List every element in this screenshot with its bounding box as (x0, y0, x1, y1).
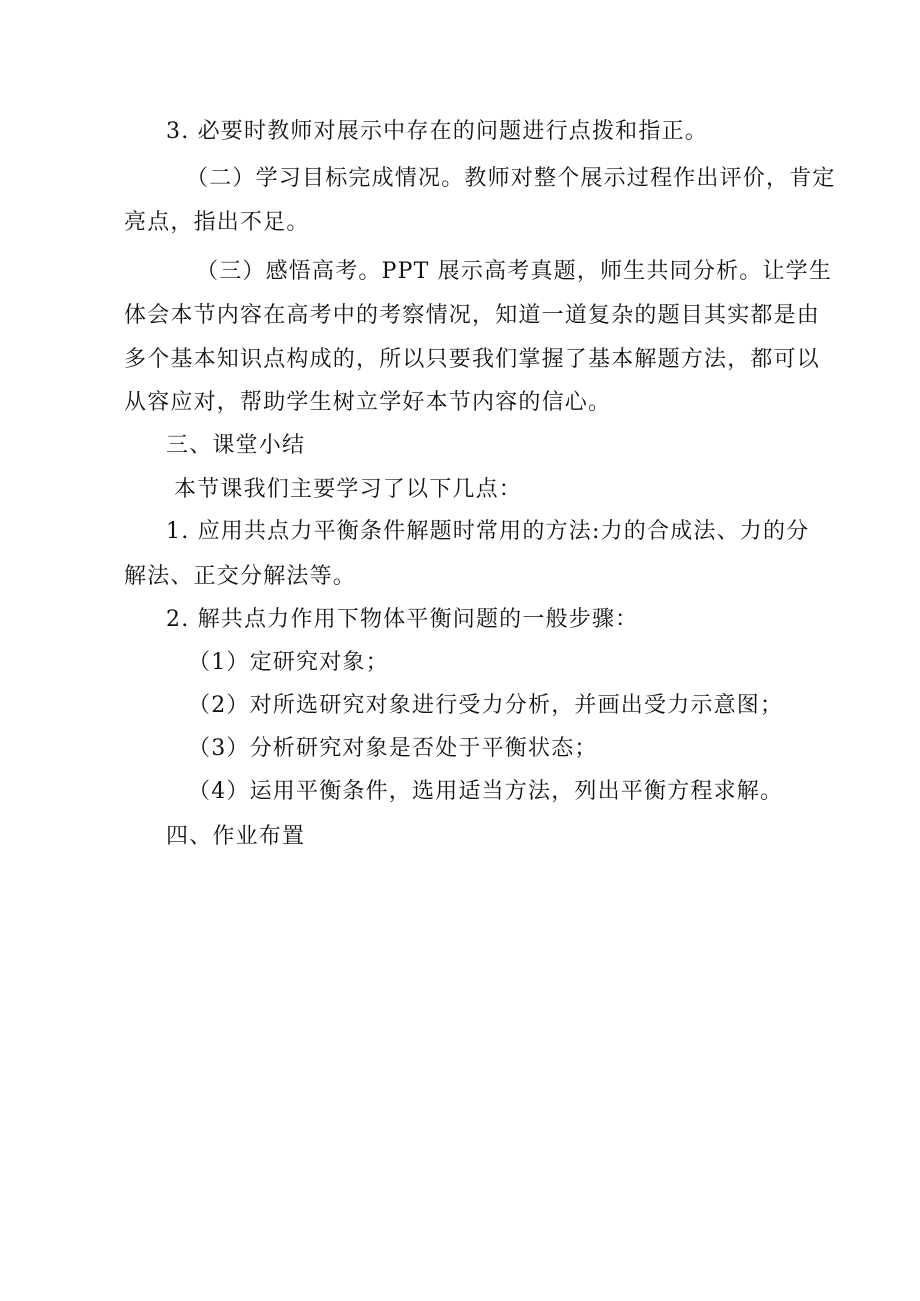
paragraph-learning-goals-cont: 亮点，指出不足。 (124, 210, 310, 235)
section-heading-homework: 四、作业布置 (166, 824, 306, 849)
paragraph-exam-insight: （三）感悟高考。PPT 展示高考真题，师生共同分析。让学生 (196, 259, 833, 284)
section-heading-summary: 三、课堂小结 (166, 433, 306, 458)
list-item-1-cont: 解法、正交分解法等。 (124, 564, 357, 589)
list-item-2: 2. 解共点力作用下物体平衡问题的一般步骤： (166, 607, 639, 632)
sub-step-4: （4）运用平衡条件，选用适当方法，列出平衡方程求解。 (188, 779, 784, 804)
paragraph-exam-insight-cont-3: 从容应对，帮助学生树立学好本节内容的信心。 (124, 390, 612, 415)
paragraph-exam-insight-cont-1: 体会本节内容在高考中的考察情况，知道一道复杂的题目其实都是由 (124, 303, 821, 328)
sub-step-1: （1）定研究对象； (188, 650, 389, 675)
paragraph-step-3: 3. 必要时教师对展示中存在的问题进行点拨和指正。 (166, 119, 708, 144)
paragraph-learning-goals: （二）学习目标完成情况。教师对整个展示过程作出评价，肯定 (186, 166, 836, 191)
paragraph-exam-insight-cont-2: 多个基本知识点构成的，所以只要我们掌握了基本解题方法，都可以 (124, 347, 821, 372)
paragraph-summary-intro: 本节课我们主要学习了以下几点： (174, 477, 523, 502)
sub-step-3: （3）分析研究对象是否处于平衡状态； (188, 736, 598, 761)
list-item-1: 1. 应用共点力平衡条件解题时常用的方法:力的合成法、力的分 (166, 519, 810, 544)
sub-step-2: （2）对所选研究对象进行受力分析，并画出受力示意图； (188, 693, 784, 718)
